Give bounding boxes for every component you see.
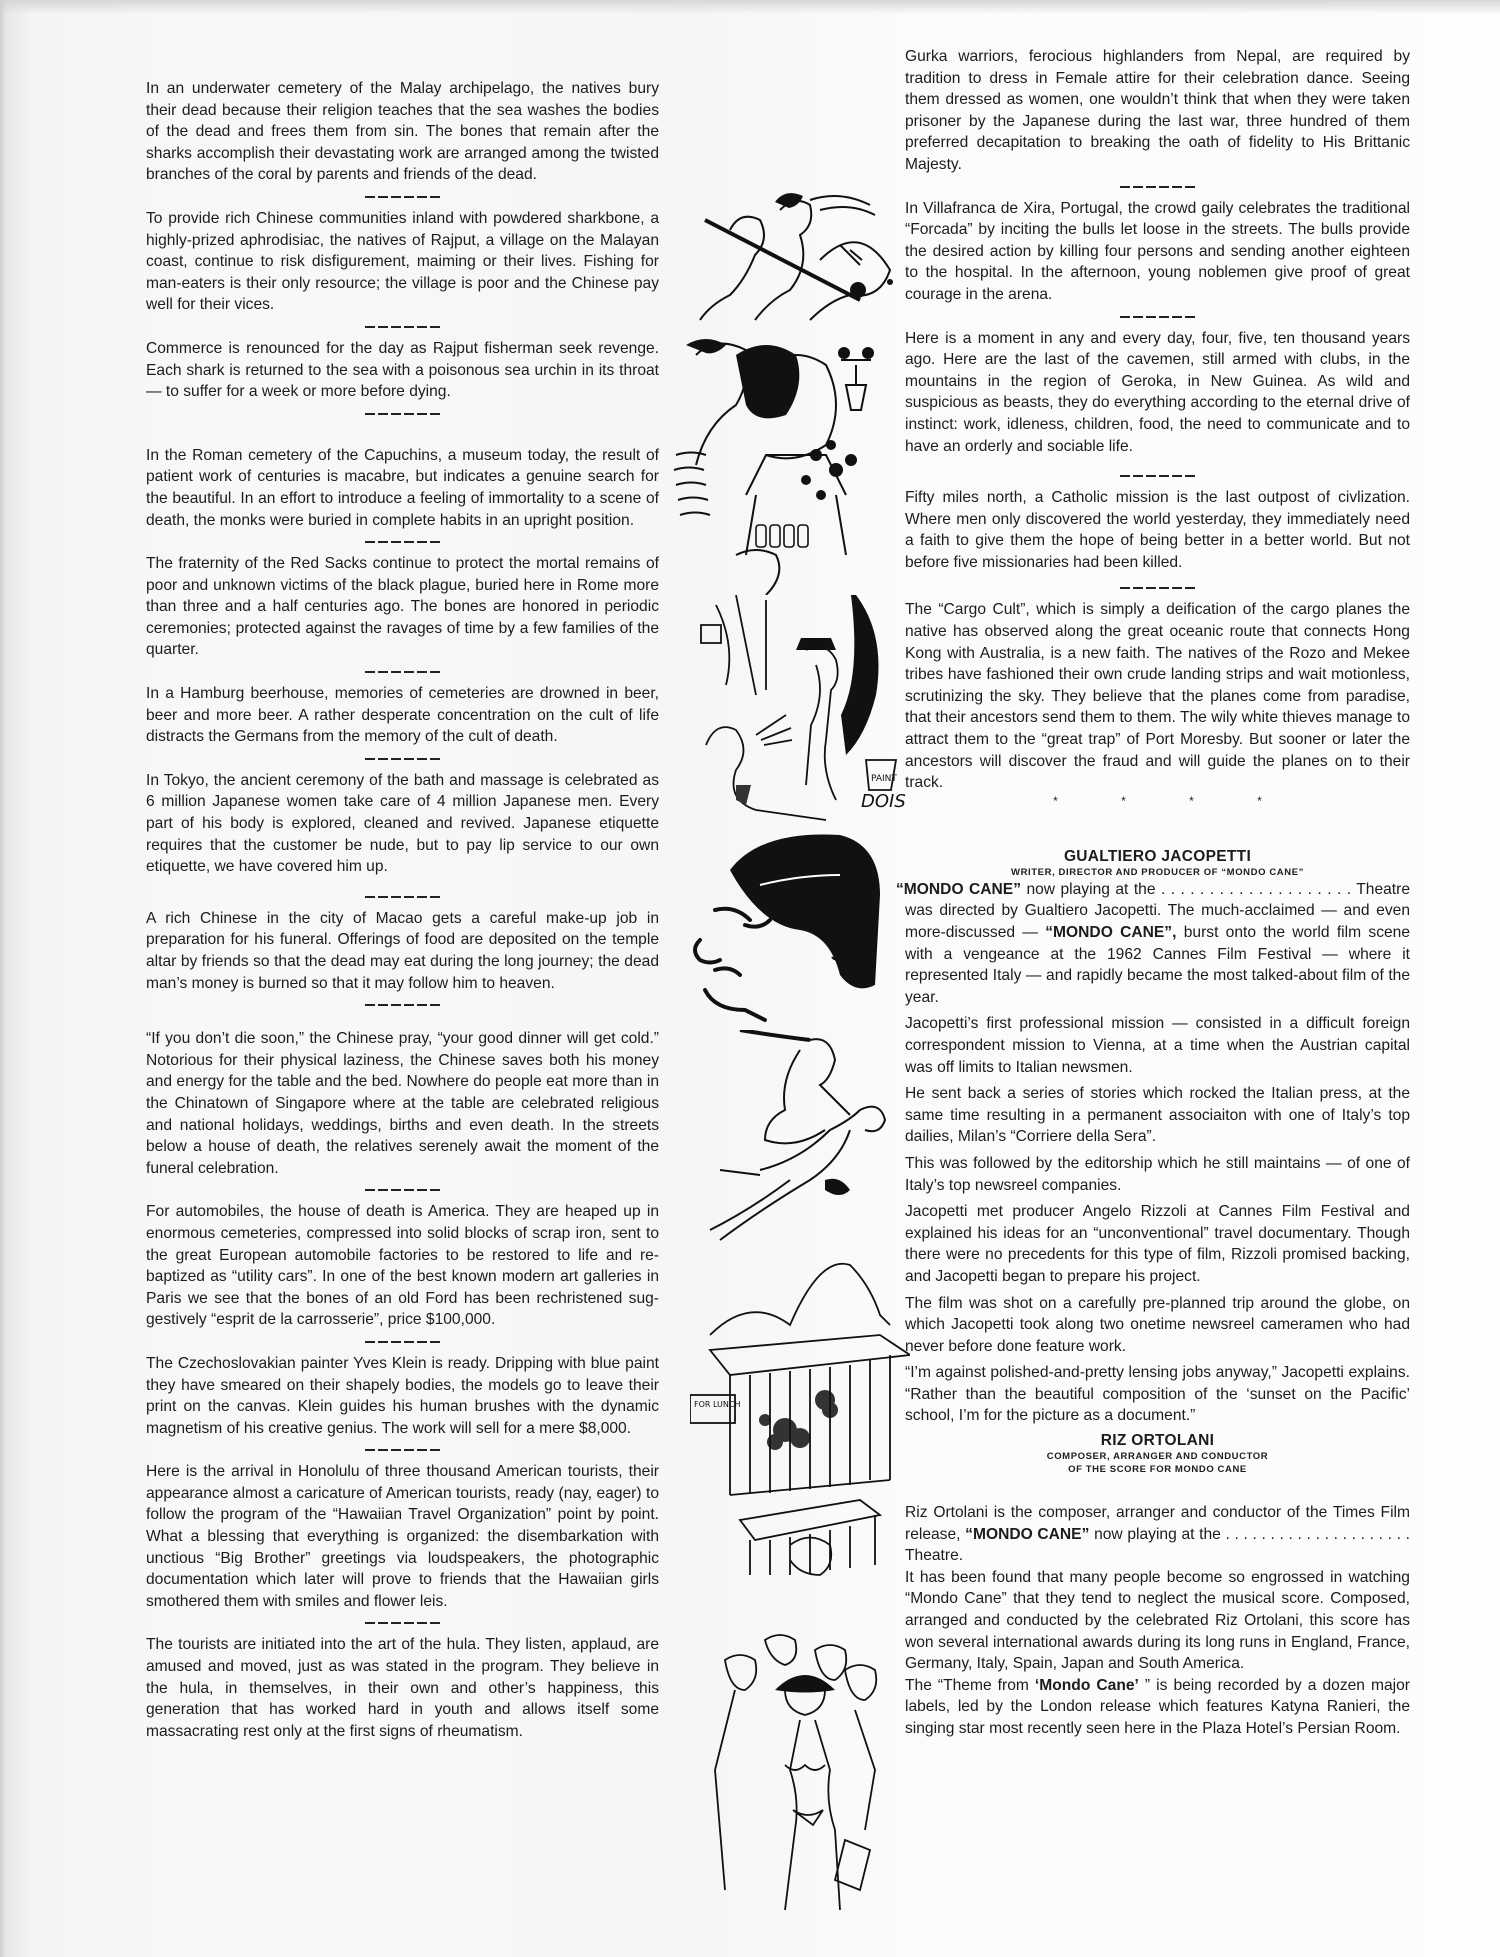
paragraph-rajput-sharkbone: To provide rich Chinese communities inland with powdered sharkbone, a highly-prized aphrodisiac, the natives of Rajput, a village on the Malayan coast, continue to risk disfigurement, maiming or their lives. Fishing for man-eaters is their only resource; the village is poor and the Chinese pay well for their vices. (146, 209, 659, 314)
illustration-hawaii-tourists (705, 1630, 905, 1920)
separator (146, 186, 659, 208)
separator (905, 465, 1410, 487)
ortolani-bio-theme: The “Theme from ‘Mondo Cane’ ” is being recorded by a dozen major labels, led by the London release which features Katyna Ranieri, the singing star most recently seen here in the Plaza Hotel’s Persian Room. (905, 1676, 1410, 1737)
section-stars: * * * * (1053, 793, 1292, 808)
paragraph-rajput-revenge: Commerce is renounced for the day as Rajput fisherman seek revenge. Each shark is returned to the sea with a poisonous sea urchin in its throat — to suffer for a week or more before dying. (146, 339, 659, 401)
ortolani-bio (905, 1502, 1410, 1740)
paragraph-tokyo: In Tokyo, the ancient ceremony of the bath and massage is celebrated as 6 million Japanese women take care of 4 million Japanese men. Every part of his body is explored, cleaned and revived. Japanese etiquette requires that the customer be nude, but to pay lip service to our own etiquette, we have covered him up. (146, 771, 659, 876)
paragraph-malay-cemetery: In an underwater cemetery of the Malay archipelago, the natives bury their dead because their religion teaches that the sea washes the bodies of the dead and frees them from sin. The bones that remain after the sharks accomplish their devastating work are arranged among the twisted branches of the coral by parents and friends of the dead. (146, 80, 659, 184)
separator (146, 886, 659, 908)
separator (146, 661, 659, 683)
paragraph-catholic-mission: Fifty miles north, a Catholic mission is the last outpost of civlization. Where men only discovered the world yesterday, they immediately need a faith to give them the hope of being better in a better world. But not before five missionaries had been killed. (905, 489, 1410, 571)
paragraph-singapore: “If you don’t die soon,” the Chinese pray, “your good dinner will get cold.” Notorious for their physical laziness, the Chinese saves both his money and energy for the table and the bed. Nowhere do people eat more than in the Chinatown of Singapore where at the table are celebrated religious and national holidays, weddings, births and even death. In the streets below a house of death, the relatives serenely await the moment of the funeral celebration. (146, 1030, 659, 1177)
paragraph-honolulu: Here is the arrival in Honolulu of three thousand American tourists, their appearance almost a caricature of American tourists, ready (nay, eager) to follow the program of the “Hawaiian Travel Organization” point by point. What a blessing that everything is organized: the disembarkation with unctious “Big Brother” greetings via loudspeakers, the photographic documentation which later will prove to friends that the Hawaiian girls smothered them with smiles and flower leis. (146, 1463, 659, 1610)
paragraph-capuchins: In the Roman cemetery of the Capuchins, a museum today, the result of patient work of centuries is macabre, but indicates a genuine search for the beautiful. In an effort to introduce a feeling of immortality to a scene of death, the monks were buried in complete habits in an upright position. (146, 446, 659, 529)
ortolani-bio-intro: Riz Ortolani is the composer, arranger and conductor of the Times Film release, “MONDO CANE” now playing at the . . . . . . . . . . . . . . . . . . . . . Theatre. (905, 1504, 1410, 1565)
page-top-shadow (0, 0, 1500, 14)
paragraph-macao: A rich Chinese in the city of Macao gets a careful make-up job in preparation for his funeral. Offerings of food are deposited on the temple altar by friends so that the dead may eat during the long journey; the dead man’s money is burned so that it may follow him to heaven. (146, 909, 659, 992)
jacopetti-bio-intro: “MONDO CANE” now playing at the . . . . . . . . . . . . . . . . . . . . Theatre was directed by Gualtiero Jacopetti. The much-acclaimed — and even more-discussed — “MONDO CANE”, burst onto the world film scene with a vengeance at the 1962 Cannes Film Festival — where it represented Italy — and rapidly became the most talked-about film of the year. (896, 880, 1411, 1006)
separator (146, 1331, 659, 1353)
separator (146, 1612, 659, 1634)
paragraph-red-sacks: The fraternity of the Red Sacks continue to protect the mortal remains of poor and unknown victims of the black plague, buried here in Rome more than three and a half centuries ago. The bones are honored in periodic ceremonies; protected against the ravages of time by a few families of the quarter. (146, 555, 659, 659)
paragraph-hula: The tourists are initiated into the art of the hula. They listen, applaud, are amused and moved, just as was stated in the program. They believe in the hula, in themselves, in their own and other’s happiness, this generation that has worked hard in youth and allows itself some massacrating rest only at the first signs of rheumatism. (146, 1636, 659, 1740)
illustration-shark-fishermen (690, 190, 910, 340)
credit-role-ortolani-line1: COMPOSER, ARRANGER AND CONDUCTOR (1046, 1451, 1269, 1463)
illustration-cemetery-women (666, 335, 906, 595)
separator (146, 316, 659, 338)
paragraph-cavemen: Here is a moment in any and every day, four, five, ten thousand years ago. Here are the last of the cavemen, still armed with clubs, in the mountains in the region of Geroka, in New Guinea. As wild and suspicious as beasts, they do everything according to the eternal drive of instinct: work, idleness, children, food, the need to communicate and to have an orderly and sociable life. (905, 329, 1410, 455)
ortolani-bio-paragraph: It has been found that many people become so engrossed in watching “Mondo Cane” that they tend to neglect the musical score. Composed, arranged and conducted by the celebrated Riz Ortolani, this score has won several international awards during its long runs in England, France, Germany, Italy, Spain, Japan and South America. (905, 1568, 1410, 1673)
illustration-massage (700, 1030, 900, 1250)
film-title: “MONDO CANE” (965, 1525, 1090, 1543)
film-title: “MONDO CANE”, (1045, 924, 1177, 941)
jacopetti-bio-paragraph: “I’m against polished-and-pretty lensing jobs anyway,” Jacopetti explains. “Rather than the beautiful composition of the ‘sunset on the Pacific’ school, I’m for the picture as a document.” (905, 1364, 1410, 1425)
jacopetti-bio (896, 879, 1411, 1427)
crate-sign-text: FOR LUNCH (694, 1400, 741, 1409)
separator (905, 176, 1410, 198)
separator (905, 577, 1410, 599)
left-text-column (146, 78, 659, 1742)
credit-role-jacopetti: WRITER, DIRECTOR AND PRODUCER OF “MONDO CANE” (1011, 866, 1304, 878)
jacopetti-bio-paragraph: This was followed by the editorship which he still maintains — of one of Italy’s top newsreel companies. (905, 1154, 1410, 1194)
page-left-shadow (0, 0, 6, 1957)
jacopetti-bio-paragraph: The film was shot on a carefully pre-planned trip around the globe, on which Jacopetti took along two onetime newsreel cameramen who had never before done feature work. (905, 1294, 1410, 1355)
jacopetti-bio-paragraph: Jacopetti met producer Angelo Rizzoli at Cannes Film Festival and explained his ideas for an “unconventional” travel documentary. Though there were no precedents for this type of film, Rizzoli promised backing, and Jacopetti began to prepare his project. (905, 1203, 1410, 1285)
paragraph-automobiles: For automobiles, the house of death is America. They are heaped up in enormous cemeteries, compressed into solid blocks of scrap iron, sent to the great European automobile factories to be restored to life and re-baptized as “utility cars”. In one of the best known modern art galleries in Paris we see that the bones of an old Ford has been rechristened suggestively “esprit de la carrosserie”, price $100,000. (146, 1203, 659, 1329)
separator (146, 403, 659, 425)
separator (146, 1439, 659, 1461)
paragraph-yves-klein: The Czechoslovakian painter Yves Klein is ready. Dripping with blue paint they have smeared on their shapely bodies, the models go to leave their print on the canvas. Klein guides his human brushes with the dynamic magnetism of his creative genius. The work will sell for a mere $8,000. (146, 1354, 659, 1437)
paragraph-villafranca: In Villafranca de Xira, Portugal, the crowd gaily celebrates the traditional “Forcada” by inciting the bulls let loose in the streets. The bulls provide the desired action by killing four persons and sending another eighteen to the hospital. In the afternoon, young noblemen give proof of great courage in the arena. (905, 199, 1410, 303)
paragraph-hamburg: In a Hamburg beerhouse, memories of cemeteries are drowned in beer, beer and more beer. A rather desperate concentration on the cult of life distracts the Germans from the memory of the cult of death. (146, 685, 659, 746)
illustration-jacopetti-caricature (690, 830, 890, 1030)
separator (146, 748, 659, 770)
illustration-car-crates (690, 1260, 910, 1580)
separator (146, 994, 659, 1016)
separator (146, 1179, 659, 1201)
credit-name-ortolani: RIZ ORTOLANI (1100, 1432, 1215, 1450)
paragraph-gurka: Gurka warriors, ferocious highlanders from Nepal, are required by tradition to dress in Female attire for their celebration dance. Seeing them dressed as women, one wouldn’t think that when they were taken prisoner by the Japanese during the last war, three hundred of them preferred decapitation to breaking the oath of fidelity to His Brittanic Majesty. (905, 48, 1410, 173)
paint-can-label: PAINT (871, 774, 897, 784)
song-title: ‘Mondo Cane’ (1034, 1676, 1139, 1694)
credit-role-ortolani-line2: OF THE SCORE FOR MONDO CANE (1068, 1464, 1247, 1476)
credit-name-jacopetti: GUALTIERO JACOPETTI (1063, 847, 1252, 865)
jacopetti-bio-paragraph: Jacopetti’s first professional mission — consisted in a difficult foreign correspondent mission to Vienna, at a time when the Austrian capital was off limits to Italian newsmen. (905, 1015, 1410, 1076)
separator (146, 531, 659, 553)
illustration-yves-klein-models (676, 595, 916, 835)
jacopetti-bio-paragraph: He sent back a series of stories which rocked the Italian press, at the same time resulting in a permanent associaiton with one of Italy’s top dailies, Milan’s “Corriere della Sera”. (905, 1085, 1410, 1146)
paragraph-cargo-cult: The “Cargo Cult”, which is simply a deification of the cargo planes the native has observed along the great oceanic route that connects Hong Kong with Australia, is a new faith. The natives of the Rozo and Mekee tribes have fashioned their own crude landing strips and wait motionless, scrutinizing the sky. They believe that the planes come from paradise, that their ancestors send them to them. The wily white thieves manage to attract them to the “great trap” of Port Moresby. But sooner or later the ancestors will discover the fraud and will guide the planes on to their track. (905, 601, 1410, 792)
film-title: “MONDO CANE” (896, 880, 1021, 898)
separator (905, 306, 1410, 328)
right-text-column (896, 46, 1411, 1740)
artist-signature: DOIS (861, 791, 906, 812)
